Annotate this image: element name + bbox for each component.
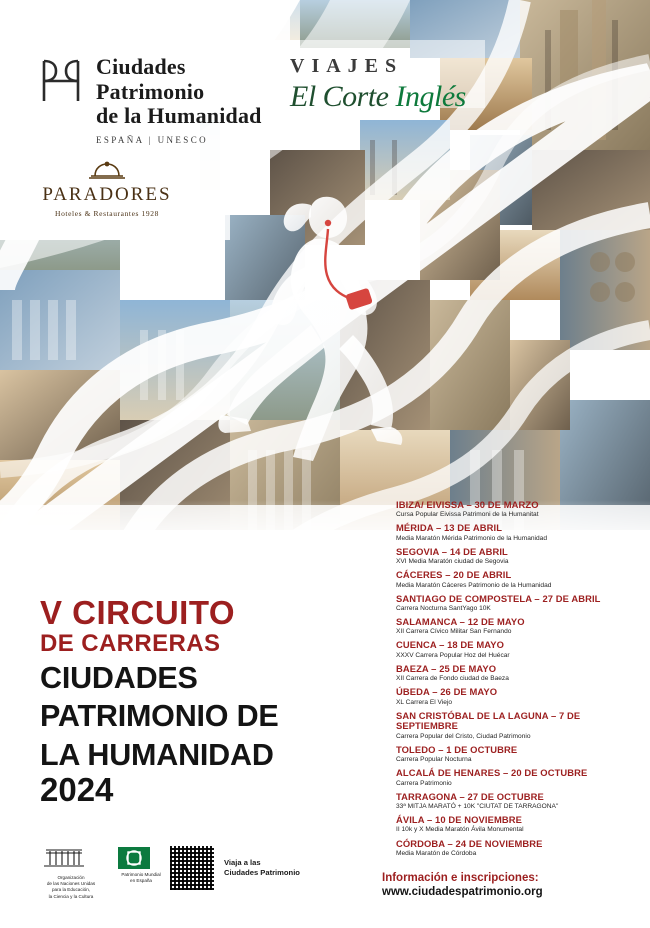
viajes-label: VIAJES xyxy=(290,55,404,77)
race-city: MÉRIDA xyxy=(396,522,434,534)
title-year: 2024 xyxy=(40,770,114,808)
race-date: 1 DE OCTUBRE xyxy=(446,743,518,755)
list-item: IBIZA/ EIVISSA – 30 DE MARZO Cursa Popular Eivissa Patrimoni de la Humanitat xyxy=(396,500,634,519)
list-item: SAN CRISTÓBAL DE LA LAGUNA – 7 DE SEPTIEMBRE Carrera Popular del Cristo, Ciudad Patrimonio xyxy=(396,711,634,741)
race-city: TARRAGONA xyxy=(396,790,457,802)
viajes-elcorteingles-logo xyxy=(290,55,466,114)
title-patrimonio: PATRIMONIO DE xyxy=(40,699,279,734)
race-city: SANTIAGO DE COMPOSTELA xyxy=(396,592,532,604)
title-humanidad: LA HUMANIDAD xyxy=(40,737,274,772)
wh-l2: en España xyxy=(130,878,152,884)
race-date: 20 DE ABRIL xyxy=(453,569,512,581)
race-date: 30 DE MARZO xyxy=(474,499,539,510)
race-date: 18 DE MAYO xyxy=(447,639,505,651)
cph-line1: Ciudades xyxy=(96,54,186,79)
list-item: SANTIAGO DE COMPOSTELA – 27 DE ABRIL Carrera Nocturna SantYago 10K xyxy=(396,594,634,613)
race-event: XXXV Carrera Popular Hoz del Huécar xyxy=(396,651,510,659)
list-item: ÚBEDA – 26 DE MAYO XL Carrera El Viejo xyxy=(396,687,634,706)
race-event: 33ª MITJA MARATÓ + 10K "CIUTAT DE TARRAGONA" xyxy=(396,803,559,810)
race-date: 12 DE MAYO xyxy=(467,616,525,628)
world-heritage-logo xyxy=(114,846,168,884)
race-event: Carrera Patrimonio xyxy=(396,779,452,787)
race-date: 13 DE ABRIL xyxy=(443,522,503,534)
race-city: ÁVILA xyxy=(396,814,425,826)
world-heritage-emblem-icon xyxy=(114,846,154,870)
race-city: CÓRDOBA xyxy=(396,837,445,849)
list-item: SALAMANCA – 12 DE MAYO XII Carrera Cívico Militar San Fernando xyxy=(396,617,634,636)
qr-line2: Ciudades Patrimonio xyxy=(224,868,300,877)
cph-line3: de la Humanidad xyxy=(96,103,262,129)
race-date: 27 DE OCTUBRE xyxy=(467,790,544,802)
race-event: Cursa Popular Eivissa Patrimoni de la Humanitat xyxy=(396,511,539,519)
race-city: CUENCA xyxy=(396,639,437,651)
race-event: XII Carrera Cívico Militar San Fernando xyxy=(396,628,512,636)
list-item: ÁVILA – 10 DE NOVIEMBRE II 10k y X Media Maratón Ávila Monumental xyxy=(396,815,634,834)
race-date: 20 DE OCTUBRE xyxy=(511,767,588,779)
race-date: 26 DE MAYO xyxy=(440,686,498,698)
cph-monogram-icon xyxy=(38,55,84,107)
ciudades-patrimonio-logo xyxy=(38,55,262,145)
paradores-logo xyxy=(42,160,172,218)
list-item: CUENCA – 18 DE MAYO XXXV Carrera Popular Hoz del Huécar xyxy=(396,640,634,659)
eci-part2: Inglés xyxy=(395,80,466,113)
list-item: TARRAGONA – 27 DE OCTUBRE 33ª MITJA MARATÓ + 10K "CIUTAT DE TARRAGONA" xyxy=(396,792,634,811)
footer-logos xyxy=(40,846,168,900)
unesco-logo xyxy=(40,846,102,900)
race-event: Media Maratón de Córdoba xyxy=(396,849,477,857)
race-date: 27 DE ABRIL xyxy=(542,592,601,604)
wh-l1: Patrimonio Mundial xyxy=(121,872,161,877)
title-carreras: DE CARRERAS xyxy=(40,629,221,657)
race-city: CÁCERES xyxy=(396,569,443,581)
qr-code-icon[interactable] xyxy=(168,844,216,892)
race-date: 7 DE SEPTIEMBRE xyxy=(396,709,581,732)
race-city: TOLEDO xyxy=(396,743,436,755)
eci-part1: El Corte xyxy=(290,80,389,113)
race-event: II 10k y X Media Maratón Ávila Monumental xyxy=(396,826,524,834)
race-list xyxy=(396,500,634,862)
title-ciudades: CIUDADES xyxy=(40,660,198,695)
list-item: ALCALÁ DE HENARES – 20 DE OCTUBRE Carrera Patrimonio xyxy=(396,768,634,787)
race-date: 24 DE NOVIEMBRE xyxy=(455,837,543,849)
info-url[interactable]: www.ciudadespatrimonio.org xyxy=(382,886,543,898)
list-item: BAEZA – 25 DE MAYO XII Carrera de Fondo ciudad de Baeza xyxy=(396,664,634,683)
race-city: IBIZA/ EIVISSA xyxy=(396,499,464,510)
qr-line1: Viaja a las xyxy=(224,858,261,868)
paradores-name: PARADORES xyxy=(42,184,172,205)
paradores-subtitle: Hoteles & Restaurantes 1928 xyxy=(55,209,159,218)
race-event: Carrera Popular Nocturna xyxy=(396,756,472,764)
poster-title xyxy=(40,596,380,807)
unesco-temple-icon xyxy=(40,846,88,873)
list-item: CÓRDOBA – 24 DE NOVIEMBRE Media Maratón de Córdoba xyxy=(396,839,634,858)
cph-subtitle: ESPAÑA | UNESCO xyxy=(96,134,208,145)
runner-silhouette xyxy=(215,175,435,510)
race-city: SAN CRISTÓBAL DE LA LAGUNA xyxy=(396,709,549,721)
info-block xyxy=(382,872,632,898)
race-city: BAEZA xyxy=(396,662,429,674)
race-city: SALAMANCA xyxy=(396,616,457,628)
qr-block[interactable] xyxy=(168,844,300,892)
qr-caption xyxy=(224,858,300,878)
list-item: SEGOVIA – 14 DE ABRIL XVI Media Maratón ciudad de Segovia xyxy=(396,547,634,566)
title-circuito: V CIRCUITO xyxy=(40,594,236,631)
elcorteingles-brand xyxy=(290,80,466,114)
race-event: XII Carrera de Fondo ciudad de Baeza xyxy=(396,675,509,683)
race-date: 14 DE ABRIL xyxy=(449,545,508,557)
race-event: Carrera Nocturna SantYago 10K xyxy=(396,604,491,612)
info-title: Información e inscripciones: xyxy=(382,872,539,884)
list-item: MÉRIDA – 13 DE ABRIL Media Maratón Mérida Patrimonio de la Humanidad xyxy=(396,523,634,542)
list-item: CÁCERES – 20 DE ABRIL Media Maratón Cáceres Patrimonio de la Humanidad xyxy=(396,570,634,589)
paradores-crown-icon xyxy=(42,160,172,180)
race-city: ÚBEDA xyxy=(396,686,430,698)
world-heritage-caption xyxy=(114,872,168,884)
race-date: 25 DE MAYO xyxy=(439,662,497,674)
race-date: 10 DE NOVIEMBRE xyxy=(435,814,522,826)
race-event: Media Maratón Mérida Patrimonio de la Humanidad xyxy=(396,534,547,542)
race-city: ALCALÁ DE HENARES xyxy=(396,767,501,779)
unesco-l1: Organización xyxy=(57,875,85,880)
unesco-l3: para la Educación, xyxy=(51,887,91,893)
unesco-caption xyxy=(40,875,102,900)
unesco-l2: de las Naciones Unidas xyxy=(46,881,96,887)
list-item: TOLEDO – 1 DE OCTUBRE Carrera Popular Nocturna xyxy=(396,745,634,764)
unesco-l4: la Ciencia y la Cultura xyxy=(48,893,94,899)
race-event: Carrera Popular del Cristo, Ciudad Patrimonio xyxy=(396,732,531,740)
race-event: Media Maratón Cáceres Patrimonio de la Humanidad xyxy=(396,581,552,589)
race-event: XL Carrera El Viejo xyxy=(396,698,453,706)
race-city: SEGOVIA xyxy=(396,545,440,557)
cph-line2: Patrimonio xyxy=(96,78,205,104)
race-event: XVI Media Maratón ciudad de Segovia xyxy=(396,558,509,566)
